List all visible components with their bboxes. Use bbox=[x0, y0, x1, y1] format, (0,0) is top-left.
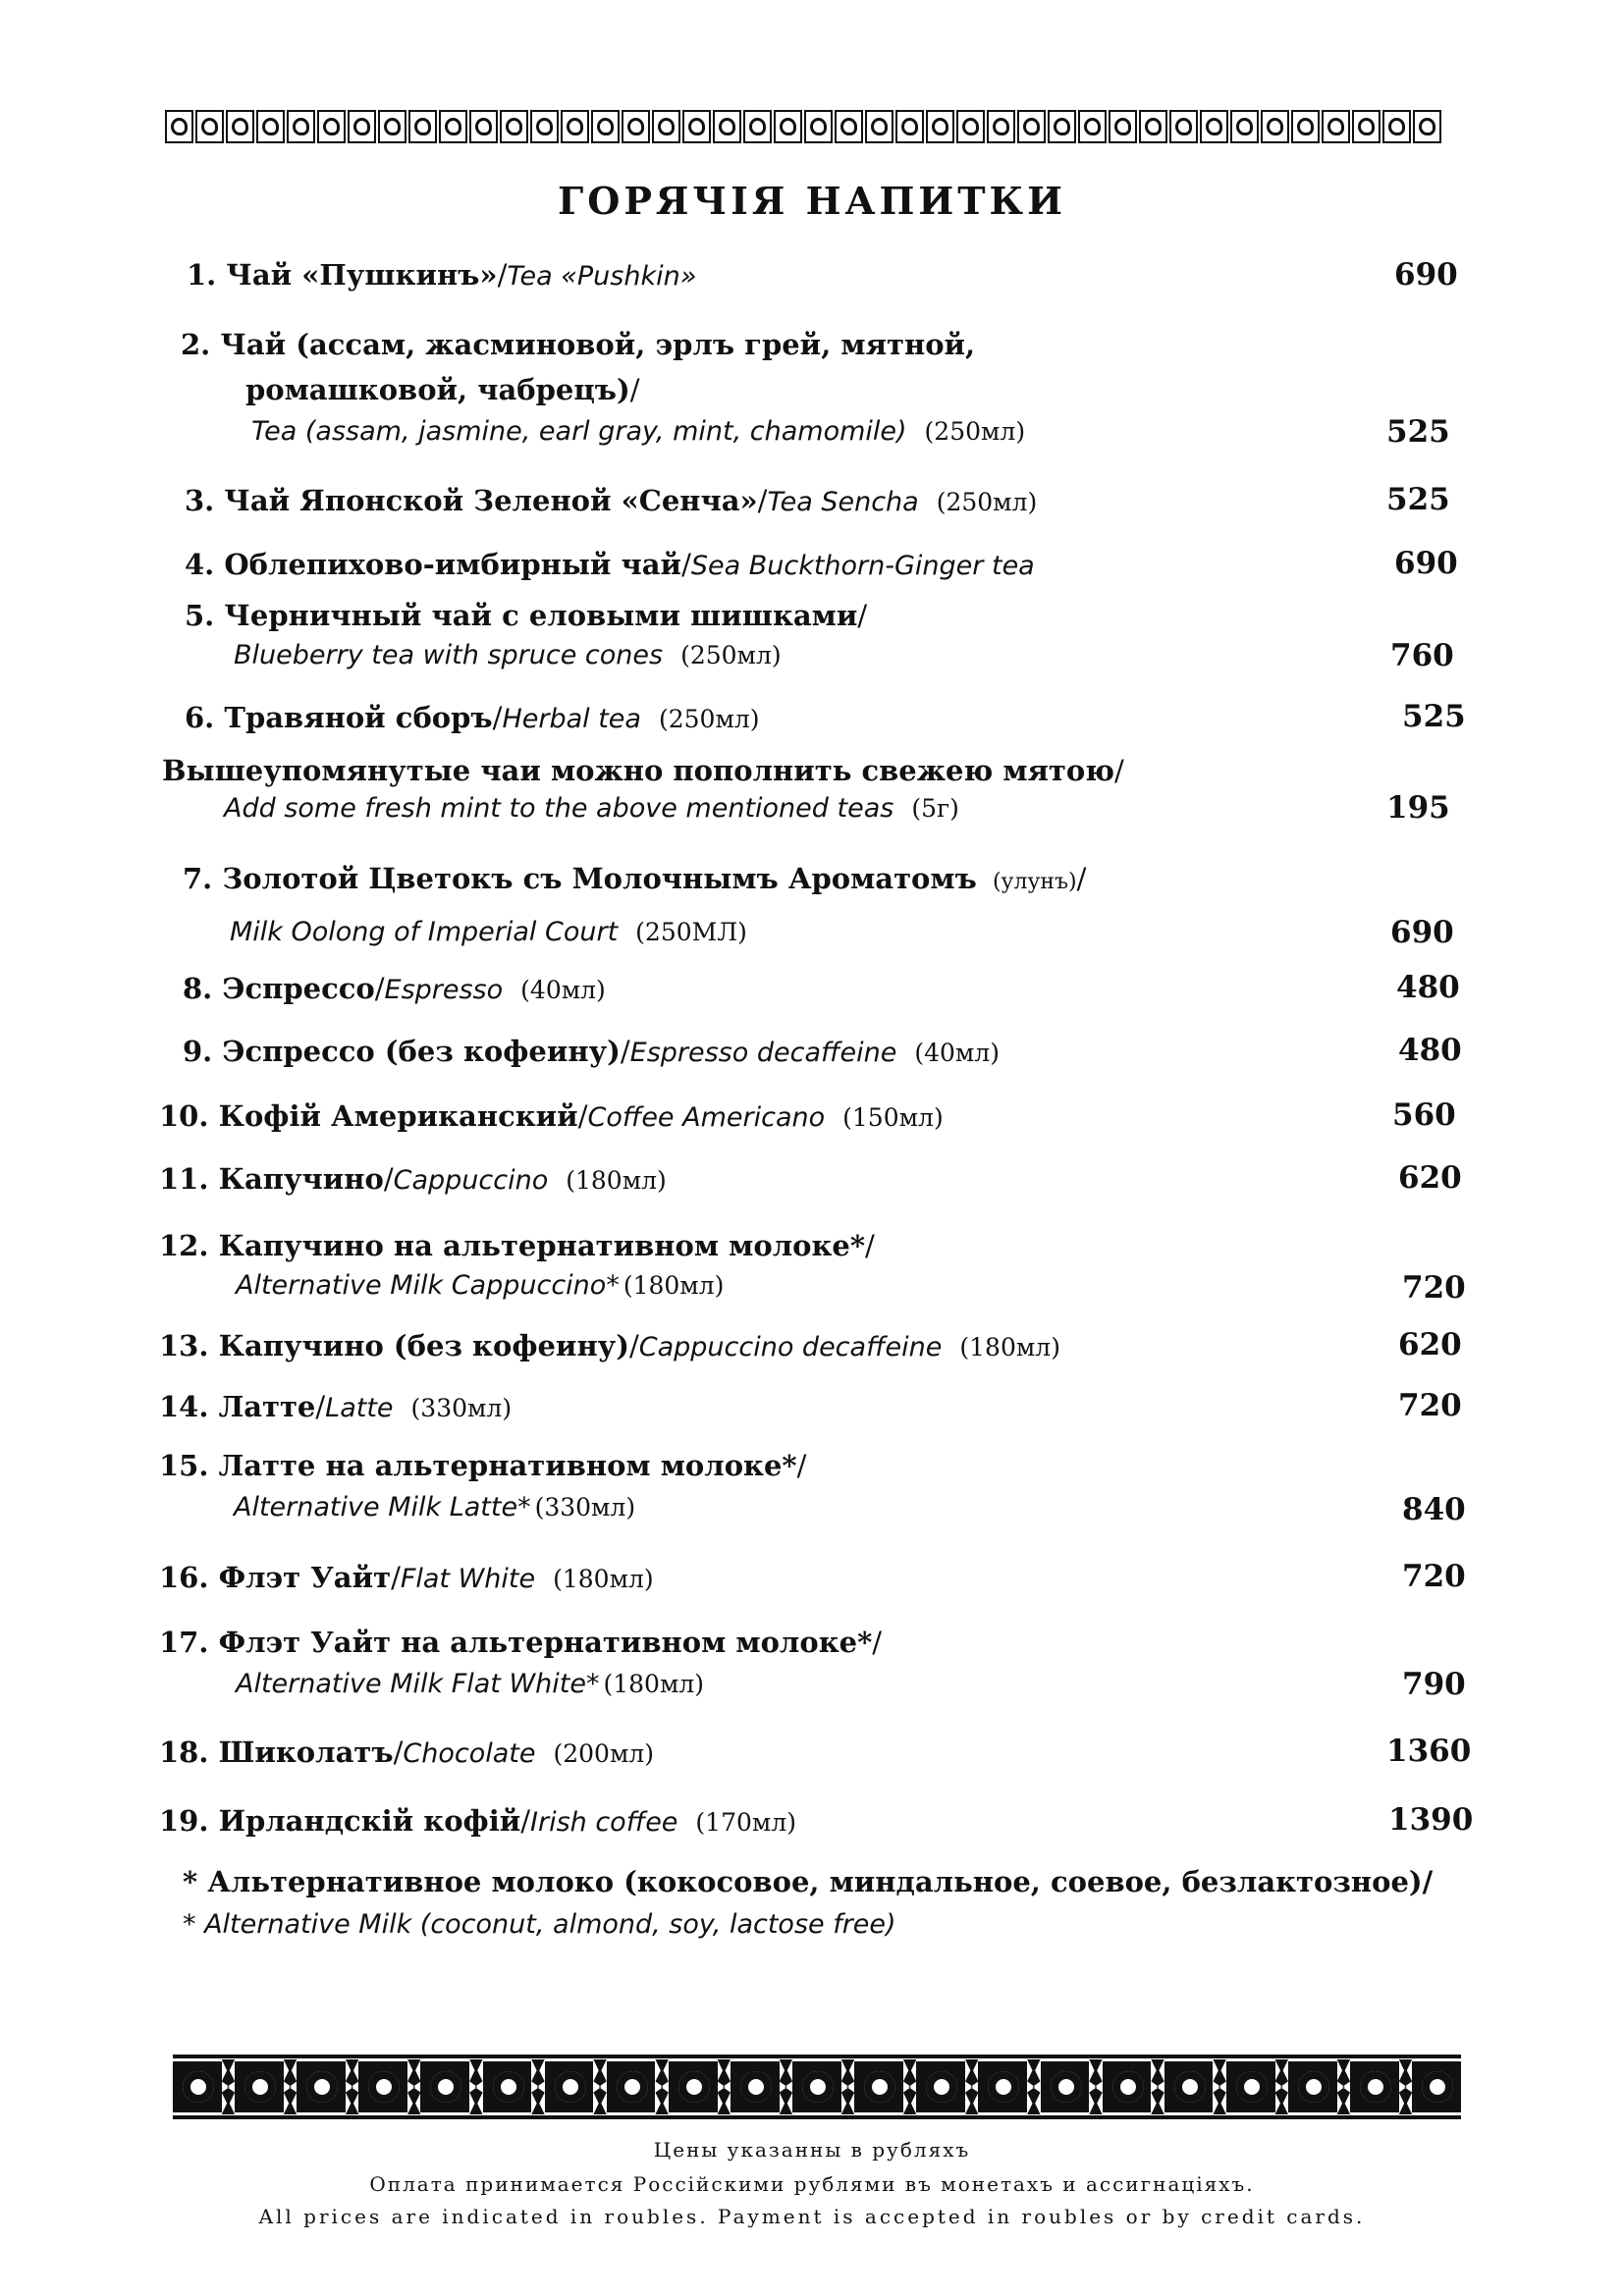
item-8-price: 480 bbox=[1396, 970, 1460, 1005]
ornament-rosette bbox=[1164, 2061, 1214, 2112]
item-10-price: 560 bbox=[1392, 1097, 1456, 1133]
footer-prices-note: Цены указанны в рубляхъ bbox=[653, 2138, 971, 2162]
ornament-tile bbox=[774, 110, 802, 143]
ornament-tile bbox=[1078, 110, 1107, 143]
ornament-tile bbox=[713, 110, 741, 143]
ornament-rosette bbox=[235, 2061, 284, 2112]
item-14-name: 14. Латте/Latte (330мл) bbox=[159, 1390, 513, 1423]
ornament-pillar bbox=[1027, 2059, 1040, 2114]
ornament-tile bbox=[500, 110, 528, 143]
ornament-rosette bbox=[792, 2061, 841, 2112]
item-3-price: 525 bbox=[1386, 482, 1450, 517]
ornament-pillar bbox=[655, 2059, 668, 2114]
footer-payment-note-english: All prices are indicated in roubles. Payment is accepted in roubles or by credit cards. bbox=[258, 2205, 1366, 2228]
item-16-price: 720 bbox=[1402, 1559, 1466, 1594]
item-12-price: 720 bbox=[1402, 1270, 1466, 1306]
ornament-tile bbox=[926, 110, 954, 143]
item-2-price: 525 bbox=[1386, 414, 1450, 450]
item-2-name-cont: ромашковой, чабрецъ)/ bbox=[245, 373, 640, 406]
ornament-tile bbox=[378, 110, 406, 143]
ornament-rosette bbox=[173, 2061, 222, 2112]
ornament-tile bbox=[956, 110, 985, 143]
ornament-tile bbox=[1048, 110, 1076, 143]
item-7-english: Milk Oolong of Imperial Court (250МЛ) bbox=[230, 917, 747, 947]
ornament-tile bbox=[1352, 110, 1380, 143]
ornament-tile bbox=[1139, 110, 1167, 143]
alternative-milk-note: * Альтернативное молоко (кокосовое, миндальное, соевое, безлактозное)/ bbox=[183, 1865, 1434, 1898]
item-19-name: 19. Ирландскій кофій/Irish coffee (170мл) bbox=[159, 1804, 796, 1838]
ornament-rosette bbox=[420, 2061, 469, 2112]
ornament-tile bbox=[1200, 110, 1228, 143]
item-13-price: 620 bbox=[1398, 1327, 1462, 1362]
item-6-price: 525 bbox=[1402, 699, 1466, 734]
ornament-tile bbox=[743, 110, 772, 143]
ornament-tile bbox=[1230, 110, 1259, 143]
ornament-rosette bbox=[1288, 2061, 1337, 2112]
ornament-tile bbox=[804, 110, 833, 143]
mint-addon-english: Add some fresh mint to the above mentioned teas (5г) bbox=[224, 793, 959, 824]
ornament-tile bbox=[469, 110, 498, 143]
item-2-english: Tea (assam, jasmine, earl gray, mint, chamomile) (250мл) bbox=[251, 416, 1026, 447]
ornament-pillar bbox=[965, 2059, 978, 2114]
item-5-name: 5. Черничный чай с еловыми шишками/ bbox=[185, 599, 868, 632]
ornament-rosette bbox=[978, 2061, 1027, 2112]
item-15-english: Alternative Milk Latte* (330мл) bbox=[234, 1492, 636, 1522]
ornament-rosette bbox=[607, 2061, 656, 2112]
item-18-name: 18. Шиколатъ/Chocolate (200мл) bbox=[159, 1735, 655, 1769]
ornament-rosette bbox=[297, 2061, 346, 2112]
ornament-rosette bbox=[1041, 2061, 1090, 2112]
ornament-rosette bbox=[854, 2061, 903, 2112]
item-4-name: 4. Облепихово-имбирный чай/Sea Buckthorn-Ginger tea bbox=[185, 548, 1035, 581]
ornament-tile bbox=[865, 110, 893, 143]
ornament-tile bbox=[530, 110, 559, 143]
item-5-english: Blueberry tea with spruce cones (250мл) bbox=[234, 640, 782, 670]
ornament-rosette bbox=[483, 2061, 532, 2112]
item-19-price: 1390 bbox=[1388, 1802, 1474, 1838]
ornament-rosette bbox=[358, 2061, 407, 2112]
ornament-rosette bbox=[545, 2061, 594, 2112]
ornament-pillar bbox=[407, 2059, 420, 2114]
ornament-pillar bbox=[1337, 2059, 1350, 2114]
ornament-tile bbox=[1109, 110, 1137, 143]
ornament-tile bbox=[1291, 110, 1320, 143]
ornament-rosette bbox=[1226, 2061, 1275, 2112]
ornament-pillar bbox=[718, 2059, 731, 2114]
bottom-ornament-border bbox=[173, 2055, 1461, 2119]
ornament-rosette bbox=[916, 2061, 965, 2112]
ornament-tile bbox=[1017, 110, 1046, 143]
item-8-name: 8. Эспрессо/Espresso (40мл) bbox=[183, 972, 606, 1005]
ornament-pillar bbox=[780, 2059, 792, 2114]
item-11-name: 11. Капучино/Cappuccino (180мл) bbox=[159, 1162, 667, 1196]
item-17-name: 17. Флэт Уайт на альтернативном молоке*/ bbox=[159, 1626, 883, 1659]
item-5-price: 760 bbox=[1390, 638, 1454, 673]
item-15-name: 15. Латте на альтернативном молоке*/ bbox=[159, 1449, 807, 1482]
item-10-name: 10. Кофій Американский/Coffee Americano (150мл) bbox=[159, 1099, 944, 1133]
item-9-name: 9. Эспрессо (без кофеину)/Espresso decaffeine (40мл) bbox=[183, 1035, 1000, 1068]
ornament-pillar bbox=[1399, 2059, 1412, 2114]
ornament-rosette bbox=[669, 2061, 718, 2112]
ornament-rosette bbox=[1412, 2061, 1461, 2112]
alternative-milk-note-english: * Alternative Milk (coconut, almond, soy, lactose free) bbox=[183, 1909, 896, 1940]
item-14-price: 720 bbox=[1398, 1388, 1462, 1423]
item-15-price: 840 bbox=[1402, 1492, 1466, 1527]
ornament-pillar bbox=[346, 2059, 358, 2114]
ornament-tile bbox=[652, 110, 680, 143]
ornament-tile bbox=[439, 110, 467, 143]
ornament-tile bbox=[226, 110, 254, 143]
item-13-name: 13. Капучино (без кофеину)/Cappuccino decaffeine (180мл) bbox=[159, 1329, 1060, 1362]
item-12-name: 12. Капучино на альтернативном молоке*/ bbox=[159, 1229, 875, 1262]
item-3-name: 3. Чай Японской Зеленой «Сенча»/Tea Sencha (250мл) bbox=[185, 484, 1038, 517]
ornament-tile bbox=[895, 110, 924, 143]
ornament-tile bbox=[195, 110, 224, 143]
mint-addon-price: 195 bbox=[1386, 790, 1450, 826]
ornament-pillar bbox=[284, 2059, 297, 2114]
ornament-tile bbox=[561, 110, 589, 143]
ornament-rosette bbox=[731, 2061, 780, 2112]
ornament-tile bbox=[835, 110, 863, 143]
ornament-tile bbox=[622, 110, 650, 143]
ornament-tile bbox=[1382, 110, 1411, 143]
item-18-price: 1360 bbox=[1386, 1734, 1472, 1769]
ornament-pillar bbox=[222, 2059, 235, 2114]
ornament-pillar bbox=[1275, 2059, 1288, 2114]
ornament-tile bbox=[1413, 110, 1441, 143]
ornament-tile bbox=[165, 110, 193, 143]
ornament-rosette bbox=[1103, 2061, 1152, 2112]
ornament-tile bbox=[317, 110, 346, 143]
item-12-english: Alternative Milk Cappuccino* (180мл) bbox=[236, 1270, 725, 1301]
ornament-pillar bbox=[1213, 2059, 1225, 2114]
ornament-pillar bbox=[469, 2059, 482, 2114]
ornament-tile bbox=[1322, 110, 1350, 143]
ornament-pillar bbox=[841, 2059, 854, 2114]
ornament-tile bbox=[348, 110, 376, 143]
ornament-rosette bbox=[1350, 2061, 1399, 2112]
mint-addon-name: Вышеупомянутые чаи можно пополнить свежею мятою/ bbox=[162, 754, 1124, 787]
section-title: ГОРЯЧІЯ НАПИТКИ bbox=[557, 179, 1067, 223]
ornament-pillar bbox=[531, 2059, 544, 2114]
item-4-price: 690 bbox=[1394, 546, 1458, 581]
item-1-price: 690 bbox=[1394, 257, 1458, 293]
top-ornament-border bbox=[165, 110, 1441, 145]
ornament-tile bbox=[591, 110, 620, 143]
ornament-pillar bbox=[903, 2059, 916, 2114]
ornament-pillar bbox=[1089, 2059, 1102, 2114]
ornament-tile bbox=[287, 110, 315, 143]
item-2-name: 2. Чай (ассам, жасминовой, эрлъ грей, мятной, bbox=[181, 328, 976, 361]
item-7-name: 7. Золотой Цветокъ съ Молочнымъ Ароматомъ (улунъ)/ bbox=[183, 862, 1087, 895]
footer-payment-note: Оплата принимается Россійскими рублями въ монетахъ и ассигнаціяхъ. bbox=[369, 2172, 1255, 2196]
ornament-tile bbox=[256, 110, 285, 143]
ornament-tile bbox=[682, 110, 711, 143]
item-17-english: Alternative Milk Flat White* (180мл) bbox=[236, 1669, 705, 1699]
item-16-name: 16. Флэт Уайт/Flat White (180мл) bbox=[159, 1561, 654, 1594]
ornament-pillar bbox=[1151, 2059, 1164, 2114]
ornament-tile bbox=[408, 110, 437, 143]
ornament-tile bbox=[987, 110, 1015, 143]
item-7-price: 690 bbox=[1390, 915, 1454, 950]
ornament-tile bbox=[1261, 110, 1289, 143]
item-17-price: 790 bbox=[1402, 1667, 1466, 1702]
item-11-price: 620 bbox=[1398, 1160, 1462, 1196]
item-6-name: 6. Травяной сборъ/Herbal tea (250мл) bbox=[185, 701, 760, 734]
item-1-name: 1. Чай «Пушкинъ»/Tea «Pushkin» bbox=[187, 258, 697, 292]
ornament-pillar bbox=[593, 2059, 606, 2114]
ornament-tile bbox=[1169, 110, 1198, 143]
item-9-price: 480 bbox=[1398, 1033, 1462, 1068]
